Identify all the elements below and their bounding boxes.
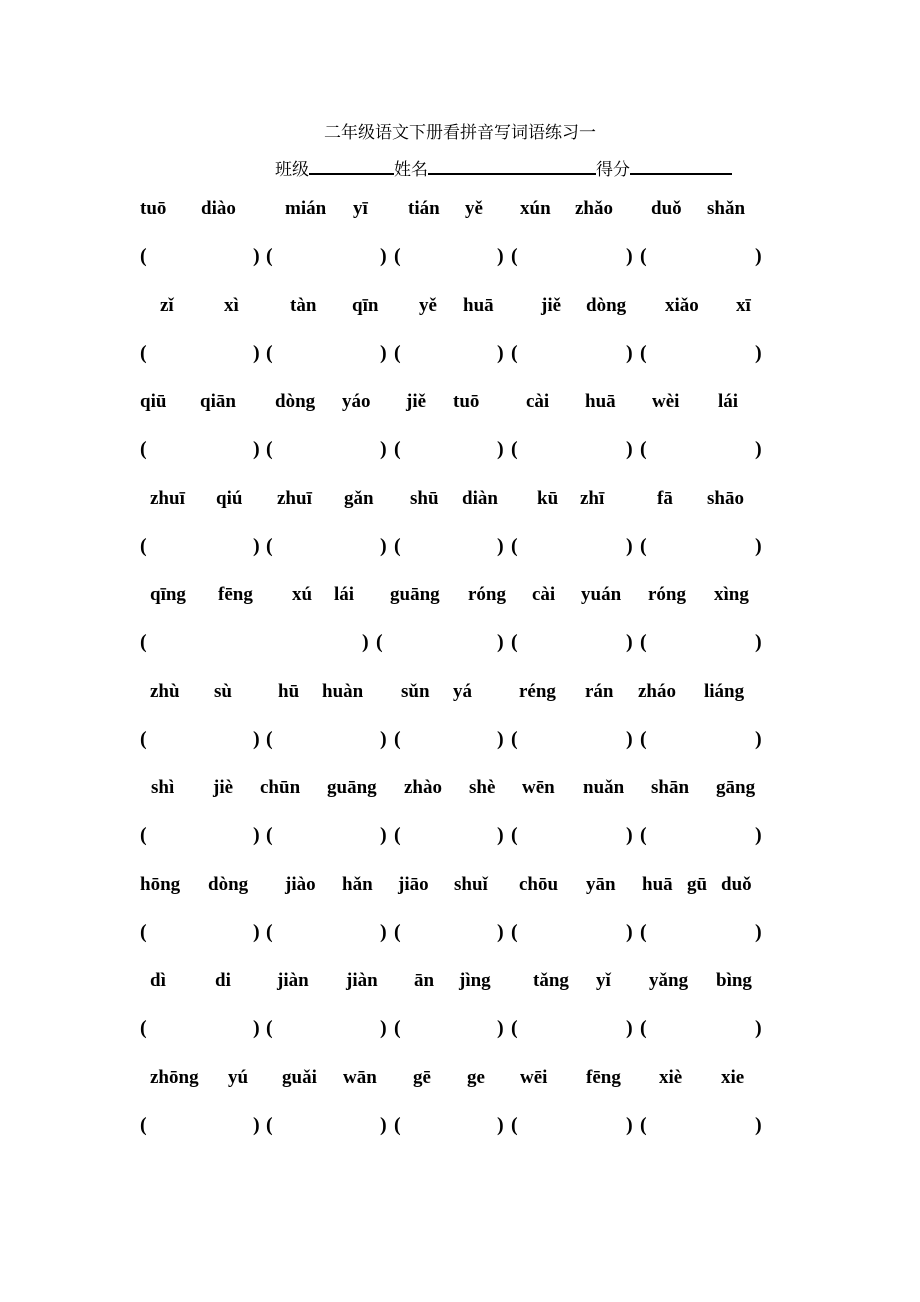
answer-paren-open: ( — [266, 245, 273, 267]
answer-paren-open: ( — [140, 824, 147, 846]
pinyin-syllable: jiàn — [277, 970, 309, 991]
answer-paren-close: ) — [755, 631, 762, 653]
pinyin-syllable: rán — [585, 680, 614, 702]
pinyin-syllable: fēng — [218, 584, 253, 605]
pinyin-syllable: gē — [413, 1066, 431, 1088]
answer-paren-open: ( — [640, 727, 647, 750]
pinyin-syllable: róng — [648, 584, 686, 605]
answer-paren-open: ( — [266, 1113, 273, 1136]
answer-paren-close: ) — [380, 1017, 387, 1039]
answer-paren-close: ) — [626, 1017, 633, 1039]
answer-paren-close: ) — [755, 341, 762, 364]
pinyin-syllable: zhōng — [150, 1066, 199, 1088]
pinyin-syllable: mián — [285, 198, 327, 219]
answer-paren-open: ( — [511, 824, 518, 846]
answer-paren-close: ) — [380, 824, 387, 846]
answer-paren-close: ) — [755, 245, 762, 267]
pinyin-syllable: jiàn — [346, 970, 378, 991]
answer-paren-close: ) — [253, 824, 260, 846]
answer-paren-open: ( — [394, 534, 401, 557]
answer-paren-open: ( — [511, 341, 518, 364]
pinyin-syllable: chōu — [519, 873, 559, 895]
answer-paren-open: ( — [266, 341, 273, 364]
pinyin-syllable: zhào — [404, 777, 442, 798]
pinyin-syllable: qiú — [216, 487, 243, 509]
pinyin-syllable: róng — [468, 584, 506, 605]
pinyin-syllable: yú — [228, 1066, 249, 1088]
pinyin-syllable: jiě — [541, 294, 562, 316]
pinyin-syllable: xú — [292, 584, 313, 605]
pinyin-syllable: sǔn — [401, 680, 430, 702]
answer-paren-open: ( — [140, 341, 147, 364]
answer-paren-close: ) — [253, 920, 260, 943]
answer-paren-close: ) — [253, 1113, 260, 1136]
pinyin-syllable: shǎn — [707, 198, 746, 219]
pinyin-syllable: yá — [453, 680, 472, 702]
answer-paren-open: ( — [511, 534, 518, 557]
pinyin-syllable: guāng — [327, 777, 377, 798]
pinyin-syllable: qīng — [150, 584, 186, 605]
answer-paren-close: ) — [380, 1113, 387, 1136]
answer-paren-close: ) — [626, 920, 633, 943]
pinyin-syllable: jiāo — [398, 873, 429, 895]
name-blank[interactable] — [428, 155, 596, 175]
answer-paren-close: ) — [626, 245, 633, 267]
answer-paren-open: ( — [511, 1113, 518, 1136]
answer-paren-open: ( — [140, 920, 147, 943]
pinyin-syllable: chūn — [260, 777, 301, 798]
answer-paren-open: ( — [266, 920, 273, 943]
pinyin-syllable: jìng — [459, 970, 491, 991]
answer-paren-close: ) — [380, 920, 387, 943]
pinyin-syllable: yī — [353, 198, 368, 219]
pinyin-syllable: tǎng — [533, 970, 569, 991]
answer-paren-close: ) — [380, 727, 387, 750]
pinyin-syllable: shì — [151, 777, 175, 798]
answer-paren-close: ) — [497, 1017, 504, 1039]
pinyin-syllable: tuō — [453, 391, 480, 412]
pinyin-syllable: lái — [334, 584, 355, 605]
pinyin-syllable: xī — [736, 294, 751, 316]
pinyin-syllable: diào — [201, 198, 236, 219]
pinyin-syllable: qiū — [140, 391, 167, 412]
answer-paren-open: ( — [140, 1113, 147, 1136]
answer-paren-open: ( — [266, 727, 273, 750]
pinyin-syllable: xún — [520, 198, 551, 219]
answer-paren-close: ) — [497, 824, 504, 846]
pinyin-syllable: tián — [408, 198, 440, 219]
pinyin-syllable: qiān — [200, 391, 236, 412]
answer-paren-close: ) — [755, 824, 762, 846]
pinyin-syllable: diàn — [462, 487, 498, 509]
answer-paren-close: ) — [626, 534, 633, 557]
pinyin-syllable: tàn — [290, 294, 317, 316]
pinyin-syllable: dòng — [275, 391, 316, 412]
answer-paren-open: ( — [640, 341, 647, 364]
pinyin-syllable: yě — [465, 198, 483, 219]
pinyin-syllable: cài — [532, 584, 556, 605]
pinyin-syllable: guāng — [390, 584, 440, 605]
answer-paren-open: ( — [140, 438, 147, 460]
pinyin-syllable: ge — [467, 1066, 485, 1088]
pinyin-syllable: duǒ — [651, 198, 682, 219]
pinyin-syllable: zháo — [638, 680, 676, 702]
pinyin-syllable: dòng — [586, 294, 627, 316]
answer-paren-close: ) — [380, 341, 387, 364]
pinyin-syllable: tuō — [140, 198, 167, 219]
answer-paren-open: ( — [140, 1017, 147, 1039]
pinyin-syllable: wān — [343, 1066, 377, 1088]
answer-paren-close: ) — [253, 438, 260, 460]
pinyin-syllable: lái — [718, 391, 739, 412]
pinyin-syllable: liáng — [704, 680, 745, 702]
answer-paren-open: ( — [640, 438, 647, 460]
pinyin-syllable: di — [215, 970, 231, 991]
pinyin-syllable: kū — [537, 487, 559, 509]
pinyin-syllable: gū — [687, 873, 708, 895]
pinyin-syllable: xìng — [714, 584, 749, 605]
pinyin-syllable: yáo — [342, 391, 371, 412]
pinyin-syllable: huā — [585, 391, 616, 412]
answer-paren-open: ( — [511, 1017, 518, 1039]
answer-paren-close: ) — [755, 920, 762, 943]
pinyin-syllable: yǎng — [649, 970, 689, 991]
answer-paren-close: ) — [497, 341, 504, 364]
answer-paren-open: ( — [640, 1113, 647, 1136]
pinyin-syllable: gāng — [716, 777, 756, 798]
answer-paren-open: ( — [640, 920, 647, 943]
pinyin-syllable: dòng — [208, 873, 249, 895]
pinyin-syllable: jiào — [285, 873, 316, 895]
answer-paren-open: ( — [140, 727, 147, 750]
answer-paren-close: ) — [380, 438, 387, 460]
answer-paren-close: ) — [755, 1017, 762, 1039]
class-label: 班级 — [275, 160, 309, 180]
pinyin-syllable: fā — [657, 487, 673, 509]
answer-paren-close: ) — [253, 1017, 260, 1039]
pinyin-syllable: hōng — [140, 873, 181, 895]
answer-paren-close: ) — [253, 245, 260, 267]
score-blank[interactable] — [630, 155, 732, 175]
pinyin-syllable: ān — [414, 970, 435, 991]
answer-paren-open: ( — [140, 631, 147, 653]
pinyin-syllable: zhuī — [277, 487, 312, 509]
answer-paren-close: ) — [497, 920, 504, 943]
pinyin-syllable: zhī — [580, 487, 605, 509]
score-label: 得分 — [596, 160, 630, 180]
answer-paren-open: ( — [394, 824, 401, 846]
answer-paren-open: ( — [394, 245, 401, 267]
answer-paren-close: ) — [626, 727, 633, 750]
answer-paren-open: ( — [640, 631, 647, 653]
answer-paren-close: ) — [380, 245, 387, 267]
student-info-line — [275, 155, 732, 180]
name-label: 姓名 — [394, 160, 428, 180]
answer-paren-open: ( — [511, 727, 518, 750]
pinyin-syllable: shè — [469, 777, 496, 798]
answer-paren-open: ( — [640, 1017, 647, 1039]
pinyin-syllable: bìng — [716, 970, 752, 991]
pinyin-syllable: xiè — [659, 1066, 683, 1088]
pinyin-syllable: duǒ — [721, 873, 752, 895]
answer-paren-open: ( — [511, 920, 518, 943]
answer-paren-open: ( — [394, 727, 401, 750]
pinyin-syllable: yǐ — [596, 970, 611, 991]
answer-paren-close: ) — [755, 727, 762, 750]
pinyin-syllable: dì — [150, 970, 166, 991]
answer-paren-close: ) — [253, 534, 260, 557]
pinyin-syllable: cài — [526, 391, 550, 412]
pinyin-syllable: wēi — [520, 1066, 548, 1088]
answer-paren-open: ( — [640, 534, 647, 557]
pinyin-syllable: fēng — [586, 1066, 621, 1088]
pinyin-syllable: huā — [642, 873, 673, 895]
answer-paren-close: ) — [626, 438, 633, 460]
page-title: 二年级语文下册看拼音写词语练习一 — [324, 123, 596, 143]
answer-paren-open: ( — [394, 1017, 401, 1039]
answer-paren-close: ) — [497, 727, 504, 750]
answer-paren-open: ( — [140, 534, 147, 557]
answer-paren-open: ( — [394, 341, 401, 364]
pinyin-syllable: yě — [419, 294, 437, 316]
answer-paren-close: ) — [380, 534, 387, 557]
pinyin-syllable: shuǐ — [454, 873, 488, 895]
pinyin-syllable: wēn — [522, 777, 555, 798]
pinyin-syllable: shū — [410, 487, 439, 509]
pinyin-syllable: jiè — [213, 777, 234, 798]
answer-paren-close: ) — [253, 341, 260, 364]
answer-paren-open: ( — [266, 824, 273, 846]
pinyin-syllable: xì — [224, 294, 239, 316]
pinyin-syllable: qīn — [352, 294, 379, 316]
answer-paren-open: ( — [140, 245, 147, 267]
answer-paren-close: ) — [755, 1113, 762, 1136]
answer-paren-close: ) — [497, 534, 504, 557]
pinyin-syllable: yuán — [581, 584, 622, 605]
pinyin-syllable: hū — [278, 680, 300, 702]
answer-paren-close: ) — [626, 631, 633, 653]
pinyin-syllable: nuǎn — [583, 777, 625, 798]
answer-paren-open: ( — [394, 920, 401, 943]
pinyin-syllable: xie — [721, 1066, 745, 1088]
pinyin-syllable: yān — [586, 873, 616, 895]
pinyin-syllable: huàn — [322, 680, 364, 702]
answer-paren-close: ) — [626, 824, 633, 846]
answer-paren-open: ( — [640, 245, 647, 267]
answer-paren-close: ) — [497, 438, 504, 460]
answer-paren-close: ) — [626, 341, 633, 364]
answer-paren-open: ( — [266, 438, 273, 460]
answer-paren-open: ( — [511, 631, 518, 653]
pinyin-syllable: shān — [651, 777, 690, 798]
answer-paren-open: ( — [266, 1017, 273, 1039]
answer-paren-open: ( — [376, 631, 383, 653]
answer-paren-close: ) — [755, 438, 762, 460]
answer-paren-open: ( — [511, 438, 518, 460]
answer-paren-close: ) — [362, 631, 369, 653]
pinyin-syllable: jiě — [406, 391, 427, 412]
pinyin-syllable: zǐ — [160, 294, 174, 316]
pinyin-syllable: xiǎo — [665, 294, 699, 316]
answer-paren-close: ) — [497, 245, 504, 267]
answer-paren-close: ) — [497, 1113, 504, 1136]
pinyin-syllable: wèi — [652, 391, 680, 412]
pinyin-syllable: réng — [519, 680, 556, 702]
pinyin-syllable: zhuī — [150, 487, 185, 509]
answer-paren-close: ) — [755, 534, 762, 557]
answer-paren-close: ) — [253, 727, 260, 750]
pinyin-syllable: shāo — [707, 487, 744, 509]
pinyin-syllable: guǎi — [282, 1066, 317, 1088]
pinyin-syllable: zhù — [150, 680, 180, 702]
answer-paren-close: ) — [626, 1113, 633, 1136]
pinyin-syllable: sù — [214, 680, 232, 702]
answer-paren-open: ( — [394, 438, 401, 460]
answer-paren-open: ( — [640, 824, 647, 846]
pinyin-syllable: gǎn — [344, 487, 374, 509]
pinyin-syllable: zhǎo — [575, 198, 613, 219]
answer-paren-open: ( — [266, 534, 273, 557]
class-blank[interactable] — [309, 155, 394, 175]
answer-paren-open: ( — [511, 245, 518, 267]
pinyin-syllable: huā — [463, 294, 494, 316]
pinyin-syllable: hǎn — [342, 873, 373, 895]
answer-paren-close: ) — [497, 631, 504, 653]
answer-paren-open: ( — [394, 1113, 401, 1136]
